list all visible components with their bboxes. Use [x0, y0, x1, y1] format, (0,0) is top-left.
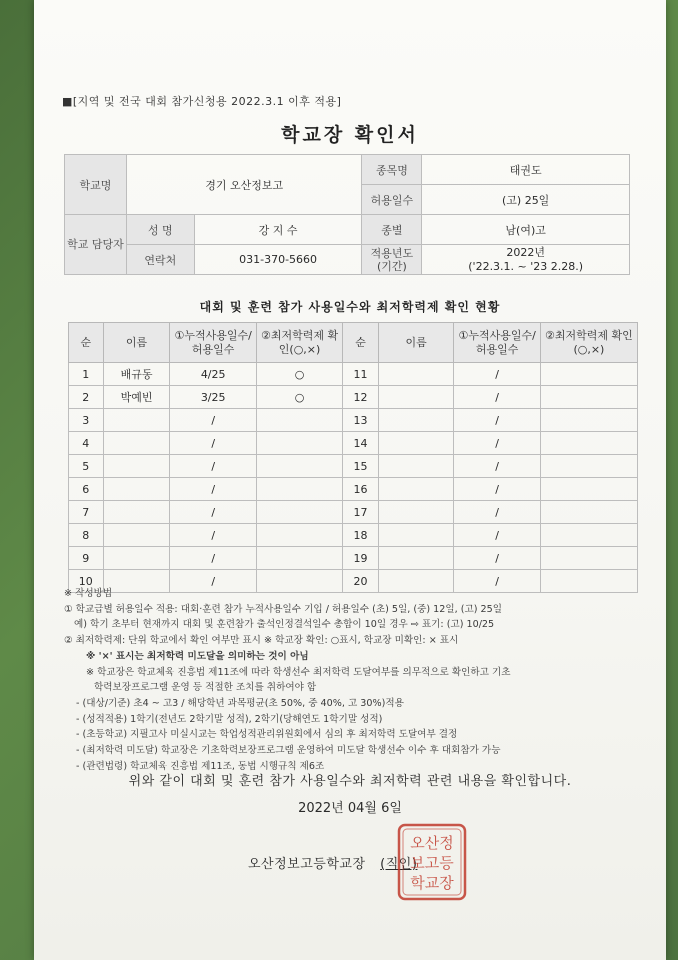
table-header-row [69, 323, 638, 363]
table-row [69, 478, 638, 501]
usage-days: / [454, 501, 540, 524]
min-academic-check [256, 455, 342, 478]
row-number: 10 [69, 570, 104, 593]
row-number: 4 [69, 432, 104, 455]
apply-year-label: 적용년도 (기간) [362, 245, 422, 275]
table-row [69, 455, 638, 478]
player-name [103, 501, 170, 524]
note-line: - (성적적용) 1학기(전년도 2학기말 성적), 2학기(당해연도 1학기말 성적) [76, 713, 383, 725]
player-name [378, 547, 454, 570]
player-name [378, 501, 454, 524]
usage-days: 3/25 [170, 386, 256, 409]
school-info-table [64, 154, 630, 275]
issue-date: 2022년 04월 6일 [298, 801, 402, 816]
usage-days: / [454, 409, 540, 432]
apply-period-value: ('22.3.1. ~ '23 2.28.) [468, 259, 584, 273]
row-number: 15 [343, 455, 379, 478]
usage-days: / [170, 501, 256, 524]
usage-days: / [170, 524, 256, 547]
usage-days: 4/25 [170, 363, 256, 386]
event-label: 종목명 [362, 155, 422, 185]
row-number: 12 [343, 386, 379, 409]
contact-value: 031-370-5660 [194, 245, 362, 275]
name-label: 성 명 [126, 215, 194, 245]
official-seal-stamp [396, 822, 468, 902]
min-academic-check [256, 547, 342, 570]
min-academic-check [540, 478, 637, 501]
event-value: 태권도 [422, 155, 630, 185]
min-academic-check [540, 409, 637, 432]
player-name [378, 386, 454, 409]
table-row [69, 363, 638, 386]
min-academic-check [540, 386, 637, 409]
row-number: 2 [69, 386, 104, 409]
player-name [103, 478, 170, 501]
note-line: - (최저학력 미도달) 학교장은 기초학력보장프로그램 운영하여 미도달 학생선수 이수 후 대회참가 가능 [76, 745, 501, 757]
player-name [103, 432, 170, 455]
row-number: 11 [343, 363, 379, 386]
min-academic-check [540, 432, 637, 455]
col-check-header: ②최저학력제 확인(○,×) [540, 323, 637, 363]
note-line: 학력보장프로그램 운영 등 적절한 조치를 취하여야 함 [94, 682, 317, 694]
col-days-header: ①누적사용일수/허용일수 [454, 323, 540, 363]
col-days-header: ①누적사용일수/허용일수 [170, 323, 256, 363]
note-line: ① 학교급별 허용일수 적용: 대회·훈련 참가 누적사용일수 기입 / 허용일수 (초) 5일, (중) 12일, (고) 25일 [64, 603, 503, 615]
row-number: 13 [343, 409, 379, 432]
row-number: 3 [69, 409, 104, 432]
usage-days: / [170, 409, 256, 432]
table-row [69, 386, 638, 409]
player-name: 배규동 [103, 363, 170, 386]
usage-days: / [454, 547, 540, 570]
table-row [69, 409, 638, 432]
school-name-label: 학교명 [65, 155, 127, 215]
notes-section [64, 586, 654, 774]
svg-text:보고등: 보고등 [410, 854, 454, 872]
note-line: ※ 작성방법 [64, 588, 113, 599]
table-row [69, 547, 638, 570]
usage-days: / [454, 524, 540, 547]
note-line: - (대상/기준) 초4 ~ 고3 / 해당학년 과목평균(초 50%, 중 40%, 고 30%)적용 [76, 697, 404, 709]
row-number: 14 [343, 432, 379, 455]
usage-days: / [454, 363, 540, 386]
row-number: 8 [69, 524, 104, 547]
player-name [378, 524, 454, 547]
note-line: ※ '×' 표시는 최저학력 미도달을 의미하는 것이 아님 [86, 650, 309, 662]
player-name [378, 455, 454, 478]
participation-table [68, 322, 638, 593]
row-number: 19 [343, 547, 379, 570]
section-title: 대회 및 훈련 참가 사용일수와 최저학력제 확인 현황 [199, 300, 501, 314]
row-number: 6 [69, 478, 104, 501]
min-academic-check [540, 524, 637, 547]
player-name [103, 409, 170, 432]
row-number: 5 [69, 455, 104, 478]
svg-text:오산정: 오산정 [410, 834, 454, 852]
gender-value: 남(여)고 [422, 215, 630, 245]
col-no-header: 순 [343, 323, 379, 363]
min-academic-check [540, 363, 637, 386]
contact-label: 연락처 [126, 245, 194, 275]
official-seal-mark: (직인) [380, 857, 418, 872]
player-name [103, 524, 170, 547]
min-academic-check: ○ [256, 386, 342, 409]
row-number: 17 [343, 501, 379, 524]
col-name-header: 이름 [103, 323, 170, 363]
min-academic-check [256, 524, 342, 547]
gender-label: 종별 [362, 215, 422, 245]
usage-days: / [170, 432, 256, 455]
usage-days: / [170, 570, 256, 593]
signature-line [248, 853, 417, 872]
apply-year-value: 2022년 [506, 245, 545, 259]
player-name [378, 478, 454, 501]
row-number: 16 [343, 478, 379, 501]
table-row [69, 432, 638, 455]
player-name [378, 432, 454, 455]
principal-title: 오산정보고등학교장 [248, 857, 366, 872]
min-academic-check [256, 501, 342, 524]
player-name [378, 409, 454, 432]
apply-year-cell [422, 245, 630, 275]
row-number: 18 [343, 524, 379, 547]
min-academic-check [256, 478, 342, 501]
allowed-days-label: 허용일수 [362, 185, 422, 215]
usage-days: / [454, 478, 540, 501]
col-no-header: 순 [69, 323, 104, 363]
usage-days: / [454, 432, 540, 455]
manager-label: 학교 담당자 [65, 215, 127, 275]
col-name-header: 이름 [378, 323, 454, 363]
min-academic-check [256, 432, 342, 455]
row-number: 7 [69, 501, 104, 524]
table-row [69, 524, 638, 547]
usage-days: / [454, 570, 540, 593]
name-value: 강 지 수 [194, 215, 362, 245]
player-name [103, 455, 170, 478]
school-name-value: 경기 오산정보고 [126, 155, 362, 215]
document-title: 학교장 확인서 [281, 124, 419, 146]
min-academic-check: ○ [256, 363, 342, 386]
svg-text:학교장: 학교장 [410, 874, 454, 892]
usage-days: / [170, 455, 256, 478]
usage-days: / [454, 386, 540, 409]
player-name: 박예빈 [103, 386, 170, 409]
header-note: ■[지역 및 전국 대회 참가신청용 2022.3.1 이후 적용] [62, 95, 342, 108]
note-line: ② 최저학력제: 단위 학교에서 확인 여부만 표시 ※ 학교장 확인: ○표시, 학교장 미확인: × 표시 [64, 635, 459, 647]
table-row [69, 501, 638, 524]
min-academic-check [540, 455, 637, 478]
col-check-header: ②최저학력제 확인(○,×) [256, 323, 342, 363]
note-line: - (관련법령) 학교체육 진흥법 제11조, 동법 시행규칙 제6조 [76, 760, 325, 772]
row-number: 20 [343, 570, 379, 593]
usage-days: / [170, 478, 256, 501]
usage-days: / [170, 547, 256, 570]
allowed-days-value: (고) 25일 [422, 185, 630, 215]
row-number: 1 [69, 363, 104, 386]
min-academic-check [540, 547, 637, 570]
min-academic-check [256, 409, 342, 432]
document-page [34, 0, 666, 960]
row-number: 9 [69, 547, 104, 570]
player-name [103, 547, 170, 570]
note-line: - (초등학교) 지필고사 미실시교는 학업성적관리위원회에서 심의 후 최저학력 도달여부 결정 [76, 729, 458, 741]
player-name [378, 363, 454, 386]
confirmation-text: 위와 같이 대회 및 훈련 참가 사용일수와 최저학력 관련 내용을 확인합니다. [128, 774, 572, 789]
min-academic-check [540, 501, 637, 524]
note-line: 예) 학기 초부터 현재까지 대회 및 훈련참가 출석인정결석일수 총합이 10일 경우 ⇨ 표기: (고) 10/25 [74, 619, 495, 631]
note-line: ※ 학교장은 학교체육 진흥법 제11조에 따라 학생선수 최저학력 도달여부를 의무적으로 확인하고 기초 [86, 666, 511, 678]
usage-days: / [454, 455, 540, 478]
